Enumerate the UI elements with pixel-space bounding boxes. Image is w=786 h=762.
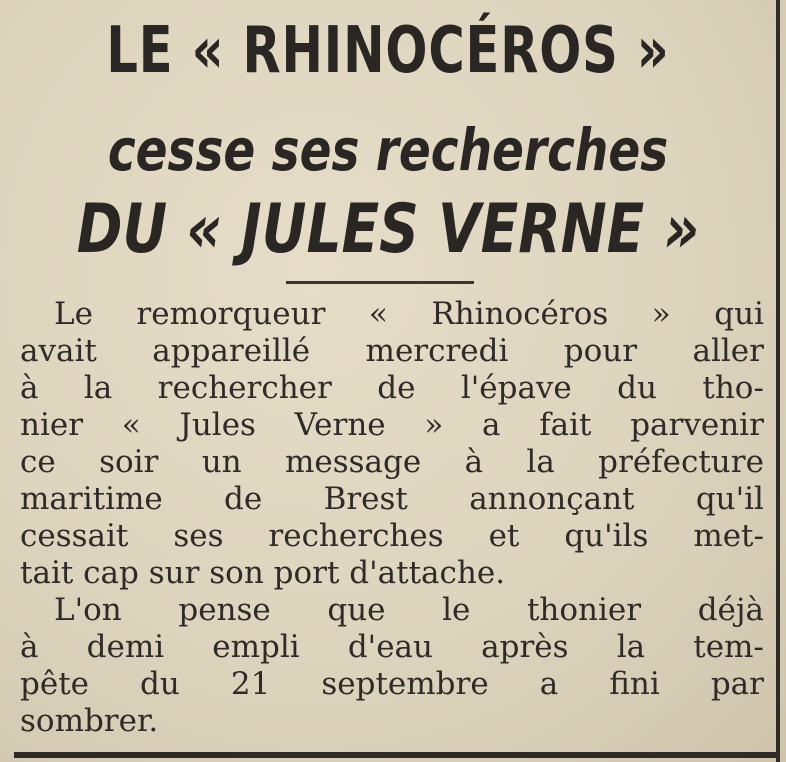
body-word: qu'ils <box>564 518 649 554</box>
body-word: Brest <box>323 481 408 517</box>
body-word: pense <box>178 592 271 628</box>
body-word: à <box>20 370 39 406</box>
body-word: demi <box>86 629 165 665</box>
body-word: L'on <box>54 592 122 628</box>
body-word: Verne <box>294 407 386 443</box>
headline-line-3: DU « JULES VERNE » <box>76 190 700 269</box>
body-word: empli <box>212 629 300 665</box>
body-word: du <box>140 666 180 702</box>
body-word: Le <box>54 296 93 332</box>
body-word: recherches <box>268 518 444 554</box>
body-word: rechercher <box>157 370 332 406</box>
body-word: ses <box>173 518 224 554</box>
body-word: de <box>377 370 416 406</box>
body-word: a <box>539 666 559 702</box>
body-word: la <box>526 444 555 480</box>
body-word: l'épave <box>460 370 572 406</box>
paragraph-1-line <box>20 444 764 481</box>
body-word: préfecture <box>598 444 764 480</box>
paragraph-1-line <box>20 333 764 370</box>
body-word: appareillé <box>152 333 311 369</box>
body-word: aller <box>692 333 764 369</box>
body-word: soir <box>99 444 159 480</box>
body-word: fait <box>539 407 592 443</box>
body-word: remorqueur <box>136 296 326 332</box>
body-word: pête <box>20 666 89 702</box>
body-word: Rhinocéros <box>431 296 609 332</box>
body-word: que <box>327 592 386 628</box>
body-word: tho- <box>702 370 764 406</box>
body-word: de <box>224 481 263 517</box>
body-word: la <box>616 629 646 665</box>
paragraph-2-line: sombrer. <box>20 703 159 739</box>
body-word: et <box>488 518 520 554</box>
paragraph-1-line <box>20 407 764 444</box>
body-word: ce <box>20 444 56 480</box>
body-word: déjà <box>697 592 764 628</box>
article-body <box>20 296 764 740</box>
body-word: cessait <box>20 518 129 554</box>
column-rule <box>776 0 780 762</box>
body-word: » <box>424 407 444 443</box>
body-word: parvenir <box>630 407 764 443</box>
body-word: mercredi <box>365 333 509 369</box>
body-word: fini <box>609 666 660 702</box>
body-word: qu'il <box>695 481 764 517</box>
paragraph-1-line <box>20 481 764 518</box>
body-word: avait <box>20 333 97 369</box>
body-word: maritime <box>20 481 163 517</box>
body-word: annonçant <box>469 481 635 517</box>
headline-line-2: cesse ses recherches <box>107 116 669 184</box>
body-word: thonier <box>526 592 642 628</box>
body-word: d'eau <box>347 629 433 665</box>
paragraph-2-line <box>20 666 764 703</box>
body-word: à <box>464 444 484 480</box>
body-word: septembre <box>321 666 489 702</box>
body-word: Jules <box>179 407 256 443</box>
body-word: nier <box>20 407 84 443</box>
paragraph-2-line <box>20 629 764 666</box>
body-word: après <box>481 629 569 665</box>
body-word: la <box>83 370 113 406</box>
body-word: du <box>617 370 657 406</box>
paragraph-1-line <box>20 296 764 333</box>
paragraph-1-line: tait cap sur son port d'attache. <box>20 555 506 591</box>
bottom-rule <box>14 752 780 758</box>
body-word: met- <box>693 518 764 554</box>
body-word: a <box>482 407 501 443</box>
headline-line-1: LE « RHINOCÉROS » <box>106 14 670 88</box>
body-word: qui <box>714 296 764 332</box>
paragraph-1-line <box>20 518 764 555</box>
headline-divider <box>286 281 474 284</box>
paragraph-1-line <box>20 370 764 407</box>
body-word: « <box>121 407 141 443</box>
body-word: le <box>442 592 471 628</box>
body-word: tem- <box>693 629 764 665</box>
body-word: message <box>285 444 422 480</box>
body-word: à <box>20 629 39 665</box>
body-word: » <box>651 296 671 332</box>
paragraph-2-line <box>20 592 764 629</box>
body-word: 21 <box>230 666 271 702</box>
body-word: par <box>710 666 764 702</box>
body-word: « <box>368 296 388 332</box>
body-word: pour <box>563 333 638 369</box>
body-word: un <box>201 444 242 480</box>
